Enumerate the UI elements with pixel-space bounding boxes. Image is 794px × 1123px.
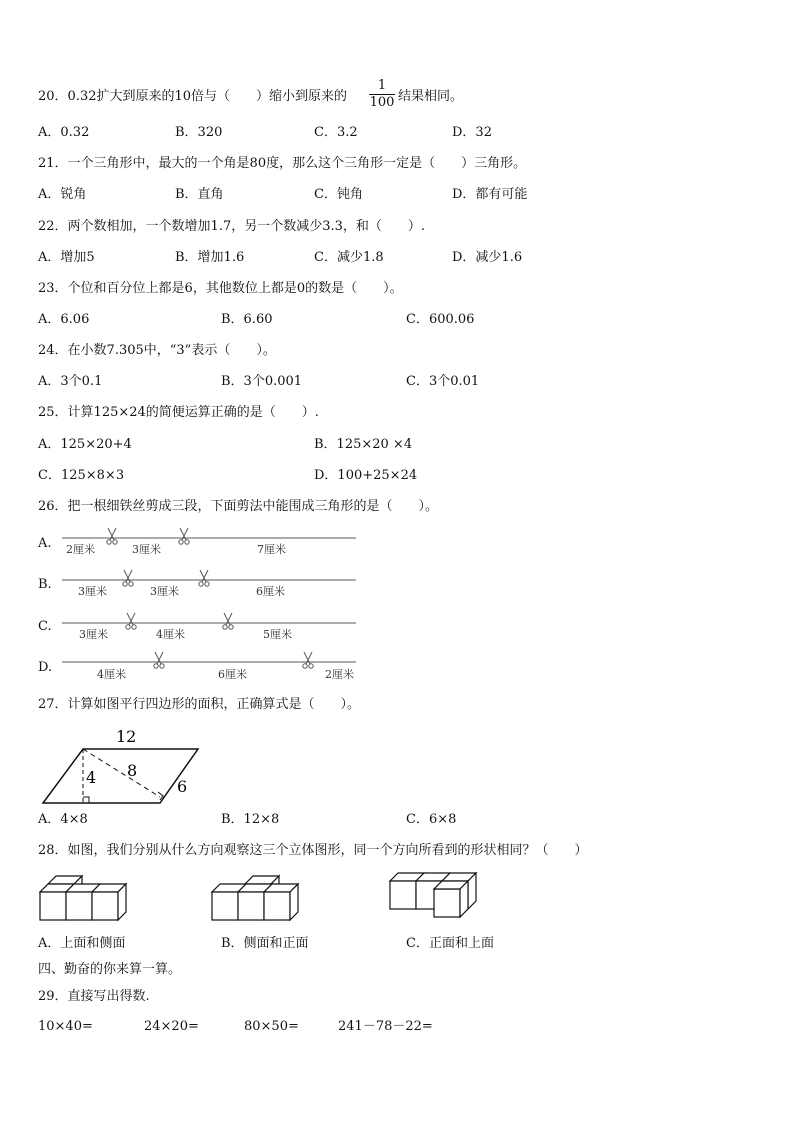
q24-option-b[interactable]: B．3个0.001 — [221, 374, 303, 389]
q24-option-a[interactable]: A．3个0.1 — [38, 374, 103, 389]
fraction-denominator: 100 — [369, 95, 395, 110]
question-21-text: 21．一个三角形中，最大的一个角是80度，那么这个三角形一定是（ ）三角形。 — [38, 156, 527, 171]
question-20-text: 20．0.32扩大到原来的10倍与（ ）缩小到原来的 — [38, 89, 348, 104]
q20-option-b[interactable]: B．320 — [175, 125, 223, 140]
question-28-text: 28．如图，我们分别从什么方向观察这三个立体图形，同一个方向所看到的形状相同？（ ） — [38, 843, 588, 858]
segment-label: 6厘米 — [218, 668, 247, 681]
question-29-text: 29．直接写出得数. — [38, 989, 150, 1004]
q23-option-b[interactable]: B．6.60 — [221, 312, 273, 327]
calc-item: 24×20= — [144, 1019, 199, 1034]
q22-option-a[interactable]: A．增加5 — [38, 250, 95, 265]
q25-option-a[interactable]: A．125×20+4 — [38, 437, 132, 452]
q22-option-d[interactable]: D．减少1.6 — [452, 250, 523, 265]
q21-option-b[interactable]: B．直角 — [175, 187, 224, 202]
q20-option-d[interactable]: D．32 — [452, 125, 492, 140]
segment-label: 3厘米 — [79, 628, 108, 641]
calc-item: 241－78－22= — [338, 1019, 433, 1034]
q25-option-c[interactable]: C．125×8×3 — [38, 468, 125, 483]
figure-label-height: 4 — [86, 768, 97, 787]
figure-label-top: 12 — [116, 727, 137, 746]
q28-option-c[interactable]: C．正面和上面 — [406, 936, 494, 951]
q26-option-b[interactable]: B. — [38, 577, 52, 592]
scissors-icon — [199, 570, 209, 586]
segment-label: 7厘米 — [257, 543, 286, 556]
cube-figure-3 — [0, 0, 1, 1]
scissors-icon — [107, 528, 117, 544]
segment-label: 4厘米 — [156, 628, 185, 641]
question-27-text: 27．计算如图平行四边形的面积，正确算式是（ ）。 — [38, 697, 361, 712]
fraction-1-100 — [369, 78, 395, 111]
scissors-icon — [179, 528, 189, 544]
q25-option-d[interactable]: D．100+25×24 — [314, 468, 418, 483]
question-20-tail: 结果相同。 — [398, 89, 464, 104]
scissors-icon — [223, 613, 233, 629]
question-26-text: 26．把一根细铁丝剪成三段，下面剪法中能围成三角形的是（ ）。 — [38, 499, 439, 514]
fraction-numerator: 1 — [377, 78, 387, 93]
q26-option-a[interactable]: A. — [38, 536, 52, 551]
scissors-icon — [126, 613, 136, 629]
segment-label: 3厘米 — [132, 543, 161, 556]
q21-option-c[interactable]: C．钝角 — [314, 187, 363, 202]
q27-option-b[interactable]: B．12×8 — [221, 812, 280, 827]
q23-option-a[interactable]: A．6.06 — [38, 312, 90, 327]
q28-option-b[interactable]: B．侧面和正面 — [221, 936, 309, 951]
q21-option-a[interactable]: A．锐角 — [38, 187, 87, 202]
segment-label: 5厘米 — [263, 628, 292, 641]
segment-label: 2厘米 — [325, 668, 354, 681]
question-24-text: 24．在小数7.305中，“3”表示（ ）。 — [38, 343, 276, 358]
segment-label: 6厘米 — [256, 585, 285, 598]
q21-option-d[interactable]: D．都有可能 — [452, 187, 528, 202]
question-20 — [38, 88, 347, 106]
segment-label: 3厘米 — [78, 585, 107, 598]
figure-label-diagonal: 8 — [127, 761, 138, 780]
q25-option-b[interactable]: B．125×20 ×4 — [314, 437, 413, 452]
q22-option-c[interactable]: C．减少1.8 — [314, 250, 384, 265]
scissors-icon — [303, 652, 313, 668]
segment-label: 2厘米 — [66, 543, 95, 556]
q20-option-a[interactable]: A．0.32 — [38, 125, 90, 140]
question-23-text: 23．个位和百分位上都是6，其他数位上都是0的数是（ ）。 — [38, 281, 403, 296]
section-heading: 四、勤奋的你来算一算。 — [38, 962, 182, 977]
q28-option-a[interactable]: A．上面和侧面 — [38, 936, 126, 951]
q26-option-d[interactable]: D. — [38, 660, 53, 675]
calc-item: 10×40= — [38, 1019, 93, 1034]
figure-label-side: 6 — [177, 777, 188, 796]
q27-option-a[interactable]: A．4×8 — [38, 812, 88, 827]
q22-option-b[interactable]: B．增加1.6 — [175, 250, 245, 265]
question-22-text: 22．两个数相加，一个数增加1.7，另一个数减少3.3，和（ ）. — [38, 219, 426, 234]
q23-option-c[interactable]: C．600.06 — [406, 312, 475, 327]
q20-option-c[interactable]: C．3.2 — [314, 125, 358, 140]
q26-option-c[interactable]: C. — [38, 619, 52, 634]
q24-option-c[interactable]: C．3个0.01 — [406, 374, 480, 389]
calc-item: 80×50= — [244, 1019, 299, 1034]
segment-label: 3厘米 — [150, 585, 179, 598]
segment-label: 4厘米 — [97, 668, 126, 681]
scissors-icon — [123, 570, 133, 586]
scissors-icon — [154, 652, 164, 668]
q27-option-c[interactable]: C．6×8 — [406, 812, 457, 827]
question-25-text: 25．计算125×24的简便运算正确的是（ ）. — [38, 405, 319, 420]
